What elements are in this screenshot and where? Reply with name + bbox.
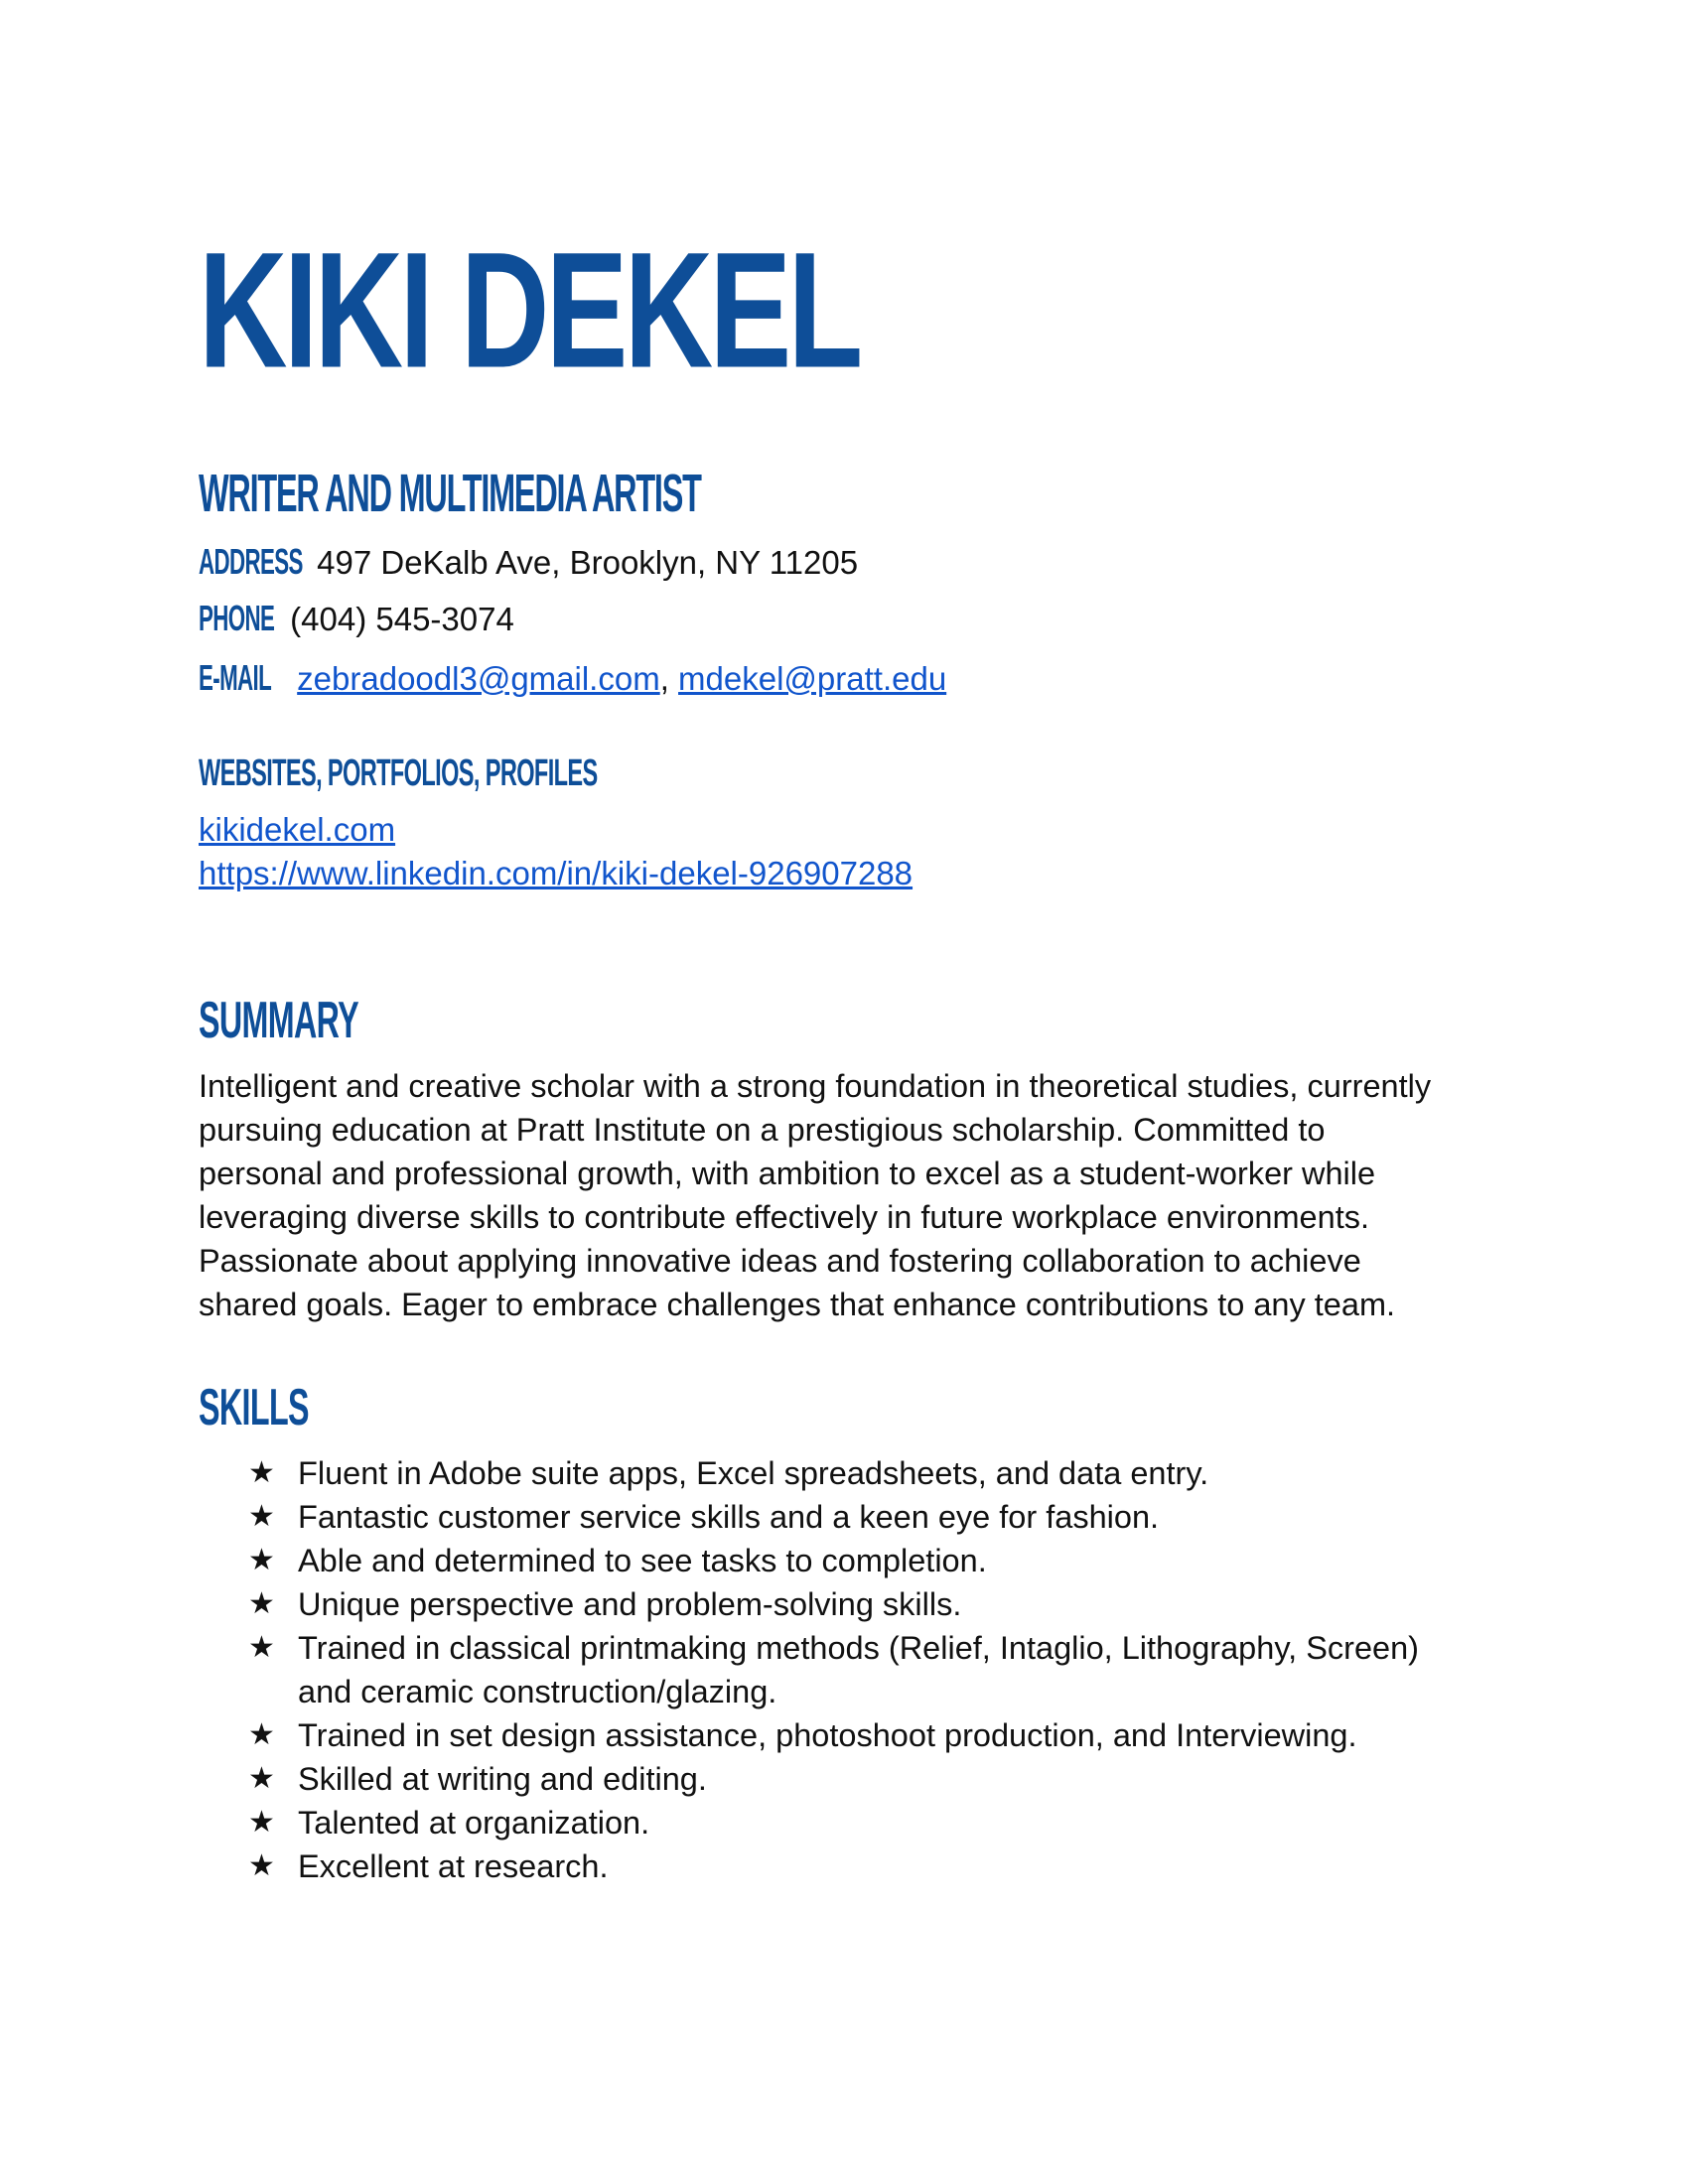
skill-text: Talented at organization. — [298, 1805, 650, 1841]
websites-heading: WEBSITES, PORTFOLIOS, PROFILES — [199, 752, 598, 794]
star-bullet-icon: ★ — [248, 1499, 275, 1534]
star-bullet-icon: ★ — [248, 1455, 275, 1490]
summary-line: shared goals. Eager to embrace challenges that enhance contributions to any team. — [199, 1287, 1396, 1322]
skill-text: Skilled at writing and editing. — [298, 1761, 707, 1797]
address-value: 497 DeKalb Ave, Brooklyn, NY 11205 — [317, 544, 859, 581]
skill-text: Trained in set design assistance, photoshoot production, and Interviewing. — [298, 1717, 1357, 1753]
phone-label: PHONE — [199, 598, 275, 638]
skill-text-continued: and ceramic construction/glazing. — [298, 1674, 777, 1709]
skill-text: Unique perspective and problem-solving skills. — [298, 1586, 962, 1622]
skill-text: Able and determined to see tasks to completion. — [298, 1543, 987, 1578]
summary-line: personal and professional growth, with ambition to excel as a student-worker while — [199, 1156, 1376, 1191]
skill-text: Trained in classical printmaking methods (Relief, Intaglio, Lithography, Screen) — [298, 1630, 1420, 1666]
skill-item — [199, 1539, 1489, 1582]
email-row — [199, 657, 947, 698]
summary-line: Passionate about applying innovative ideas and fostering collaboration to achieve — [199, 1243, 1361, 1279]
star-bullet-icon: ★ — [248, 1761, 275, 1796]
address-label: ADDRESS — [199, 541, 303, 582]
candidate-name: KIKI DEKEL — [199, 218, 860, 403]
linkedin-link[interactable]: https://www.linkedin.com/in/kiki-dekel-926907288 — [199, 855, 914, 891]
skill-item — [199, 1451, 1489, 1495]
summary-line: Intelligent and creative scholar with a strong foundation in theoretical studies, currently — [199, 1068, 1432, 1104]
skills-heading: SKILLS — [199, 1379, 309, 1436]
star-bullet-icon: ★ — [248, 1848, 275, 1883]
star-bullet-icon: ★ — [248, 1630, 275, 1665]
skill-item — [199, 1713, 1489, 1757]
skill-text: Fluent in Adobe suite apps, Excel spreadsheets, and data entry. — [298, 1455, 1209, 1491]
summary-text — [199, 1064, 1489, 1326]
skills-list — [199, 1451, 1489, 1888]
skill-text: Excellent at research. — [298, 1848, 609, 1884]
star-bullet-icon: ★ — [248, 1805, 275, 1840]
skill-item — [199, 1495, 1489, 1539]
summary-heading: SUMMARY — [199, 992, 359, 1049]
website-link[interactable]: kikidekel.com — [199, 811, 396, 848]
skill-item — [199, 1626, 1489, 1713]
skill-item — [199, 1582, 1489, 1626]
email-link-secondary[interactable]: mdekel@pratt.edu — [678, 660, 947, 697]
skill-text: Fantastic customer service skills and a keen eye for fashion. — [298, 1499, 1160, 1535]
email-label: E-MAIL — [199, 657, 272, 698]
candidate-title: WRITER AND MULTIMEDIA ARTIST — [199, 464, 701, 523]
phone-value: (404) 545-3074 — [290, 601, 514, 637]
email-separator: , — [659, 660, 669, 697]
star-bullet-icon: ★ — [248, 1586, 275, 1621]
skill-item — [199, 1757, 1489, 1801]
summary-line: leveraging diverse skills to contribute effectively in future workplace environments. — [199, 1199, 1369, 1235]
address-row — [199, 541, 859, 582]
star-bullet-icon: ★ — [248, 1717, 275, 1752]
star-bullet-icon: ★ — [248, 1543, 275, 1577]
skill-item — [199, 1844, 1489, 1888]
skill-item — [199, 1801, 1489, 1844]
phone-row — [199, 598, 514, 638]
email-link-primary[interactable]: zebradoodl3@gmail.com — [297, 660, 660, 697]
summary-line: pursuing education at Pratt Institute on a prestigious scholarship. Committed to — [199, 1112, 1326, 1148]
